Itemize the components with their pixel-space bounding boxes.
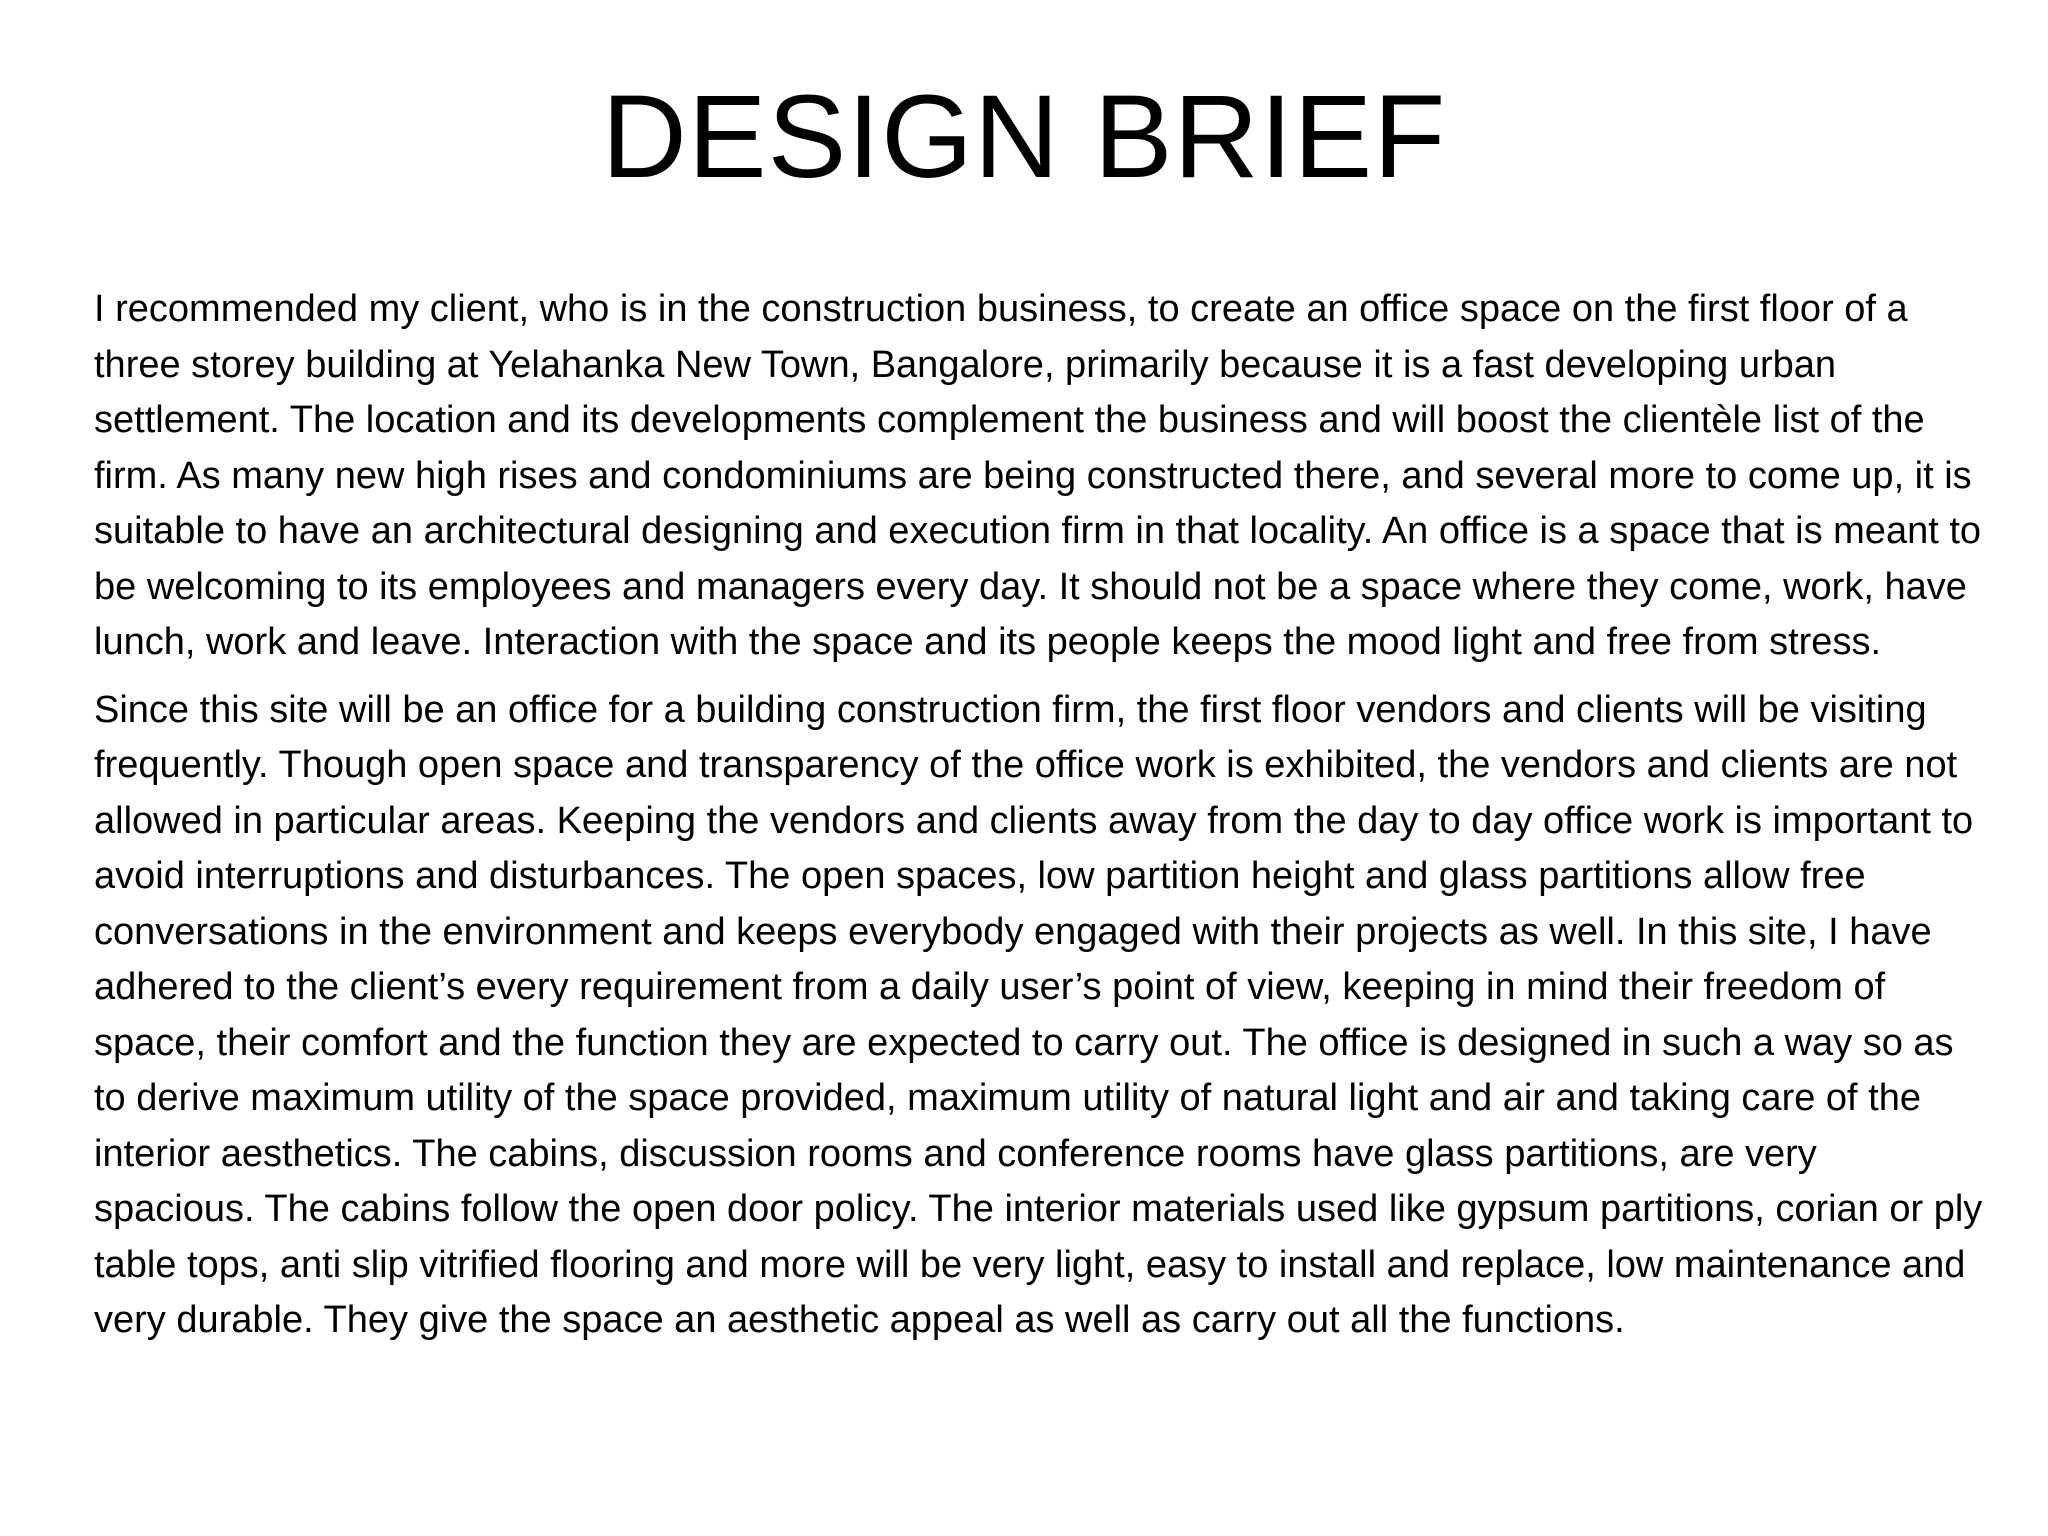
slide-title: DESIGN BRIEF (601, 71, 1447, 203)
body-paragraph-1: I recommended my client, who is in the construction business, to create an office space on the first floor of a three storey building at Yelahanka New Town, Bangalore, primarily because it is a fast developing urban settlement. The location and its developments complement the business and will boost the clientèle list of the firm. As many new high rises and condominiums are being constructed there, and several more to come up, it is suitable to have an architectural designing and execution firm in that locality. An office is a space that is meant to be welcoming to its employees and managers every day. It should not be a space where they come, work, have lunch, work and leave. Interaction with the space and its people keeps the mood light and free from stress. (94, 288, 1982, 663)
slide-body (94, 282, 1984, 1361)
body-paragraph-2: Since this site will be an office for a building construction firm, the first floor vendors and clients will be visiting frequently. Though open space and transparency of the office work is exhibited, the vendors and clients are not allowed in particular areas. Keeping the vendors and clients away from the day to day office work is important to avoid interruptions and disturbances. The open spaces, low partition height and glass partitions allow free conversations in the environment and keeps everybody engaged with their projects as well. In this site, I have adhered to the client’s every requirement from a daily user’s point of view, keeping in mind their freedom of space, their comfort and the function they are expected to carry out. The office is designed in such a way so as to derive maximum utility of the space provided, maximum utility of natural light and air and taking care of the interior aesthetics. The cabins, discussion rooms and conference rooms have glass partitions, are very spacious. The cabins follow the open door policy. The interior materials used like gypsum partitions, corian or ply table tops, anti slip vitrified flooring and more will be very light, easy to install and replace, low maintenance and very durable. They give the space an aesthetic appeal as well as carry out all the functions. (94, 688, 1983, 1341)
